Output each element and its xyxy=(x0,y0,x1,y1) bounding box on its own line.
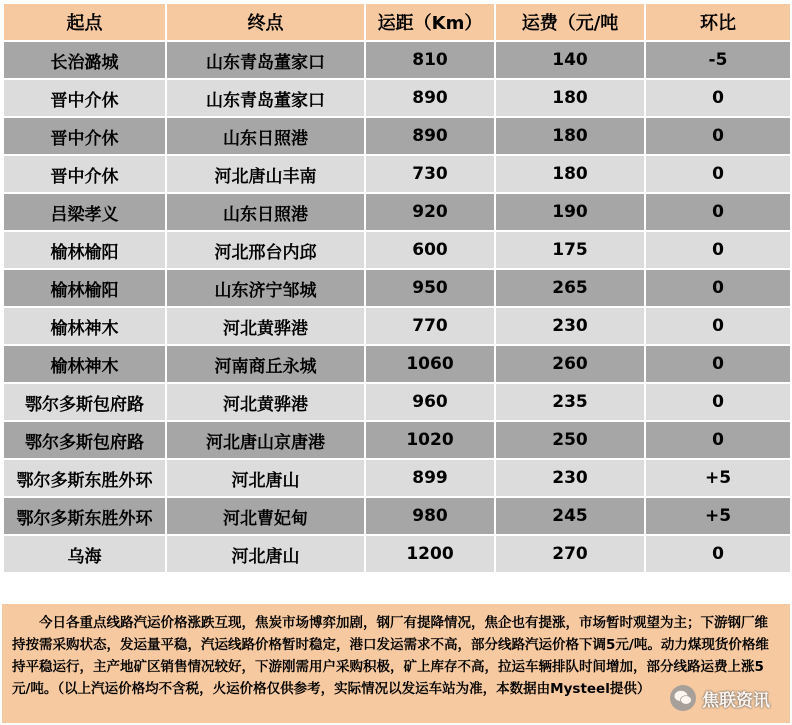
cell-origin: 吕梁孝义 xyxy=(3,193,166,231)
cell-origin: 鄂尔多斯东胜外环 xyxy=(3,497,166,535)
cell-change: 0 xyxy=(645,117,791,155)
cell-origin: 榆林神木 xyxy=(3,345,166,383)
cell-freight: 235 xyxy=(495,383,645,421)
cell-destination: 山东日照港 xyxy=(166,117,365,155)
cell-destination: 山东济宁邹城 xyxy=(166,269,365,307)
cell-freight: 140 xyxy=(495,41,645,79)
cell-origin: 长治潞城 xyxy=(3,41,166,79)
cell-distance: 1020 xyxy=(365,421,495,459)
cell-distance: 810 xyxy=(365,41,495,79)
table-row xyxy=(3,535,791,573)
cell-change: -5 xyxy=(645,41,791,79)
table-row xyxy=(3,421,791,459)
cell-distance: 920 xyxy=(365,193,495,231)
table-row xyxy=(3,117,791,155)
cell-destination: 山东青岛董家口 xyxy=(166,79,365,117)
cell-freight: 250 xyxy=(495,421,645,459)
cell-freight: 245 xyxy=(495,497,645,535)
cell-distance: 890 xyxy=(365,79,495,117)
cell-freight: 175 xyxy=(495,231,645,269)
cell-freight: 190 xyxy=(495,193,645,231)
header-destination: 终点 xyxy=(166,3,365,41)
cell-change: 0 xyxy=(645,421,791,459)
cell-destination: 河北黄骅港 xyxy=(166,307,365,345)
table-body xyxy=(3,41,791,573)
table-row xyxy=(3,269,791,307)
cell-freight: 230 xyxy=(495,459,645,497)
cell-change: 0 xyxy=(645,193,791,231)
cell-destination: 河北黄骅港 xyxy=(166,383,365,421)
market-note: 今日各重点线路汽运价格涨跌互现，焦炭市场博弈加剧，钢厂有提降情况，焦企也有提涨，市场暂时观望为主；下游钢厂维持按需采购状态，发运量平稳，汽运线路价格暂时稳定，港口发运需求不高，部分线路汽运价格下调5元/吨。动力煤现货价格维持平稳运行，主产地矿区销售情况较好，下游刚需用户采购积极，矿上库存不高，拉运车辆排队时间增加，部分线路运费上涨5元/吨。（以上汽运价格均不含税，火运价格仅供参考，实际情况以发运车站为准，本数据由Mysteel提供） xyxy=(2,604,790,723)
cell-destination: 山东日照港 xyxy=(166,193,365,231)
cell-origin: 榆林榆阳 xyxy=(3,231,166,269)
cell-origin: 乌海 xyxy=(3,535,166,573)
cell-change: +5 xyxy=(645,459,791,497)
header-freight: 运费（元/吨 xyxy=(495,3,645,41)
watermark xyxy=(670,685,770,711)
cell-destination: 河北唐山 xyxy=(166,535,365,573)
cell-freight: 265 xyxy=(495,269,645,307)
watermark-text: 焦联资讯 xyxy=(702,690,770,711)
table-row xyxy=(3,193,791,231)
cell-change: +5 xyxy=(645,497,791,535)
cell-destination: 河北邢台内邱 xyxy=(166,231,365,269)
cell-change: 0 xyxy=(645,535,791,573)
cell-change: 0 xyxy=(645,269,791,307)
freight-table xyxy=(2,2,792,574)
cell-destination: 河南商丘永城 xyxy=(166,345,365,383)
table-row xyxy=(3,79,791,117)
cell-change: 0 xyxy=(645,231,791,269)
cell-change: 0 xyxy=(645,155,791,193)
cell-destination: 河北唐山丰南 xyxy=(166,155,365,193)
cell-distance: 950 xyxy=(365,269,495,307)
cell-freight: 180 xyxy=(495,155,645,193)
cell-freight: 180 xyxy=(495,117,645,155)
cell-distance: 960 xyxy=(365,383,495,421)
header-origin: 起点 xyxy=(3,3,166,41)
table-row xyxy=(3,497,791,535)
header-change: 环比 xyxy=(645,3,791,41)
cell-distance: 770 xyxy=(365,307,495,345)
cell-distance: 899 xyxy=(365,459,495,497)
table-row xyxy=(3,307,791,345)
table-header-row xyxy=(3,3,791,41)
cell-change: 0 xyxy=(645,383,791,421)
cell-freight: 270 xyxy=(495,535,645,573)
cell-origin: 榆林神木 xyxy=(3,307,166,345)
cell-origin: 鄂尔多斯东胜外环 xyxy=(3,459,166,497)
cell-change: 0 xyxy=(645,307,791,345)
cell-distance: 1200 xyxy=(365,535,495,573)
table-row xyxy=(3,155,791,193)
cell-origin: 晋中介休 xyxy=(3,155,166,193)
table-row xyxy=(3,41,791,79)
cell-freight: 180 xyxy=(495,79,645,117)
cell-destination: 河北曹妃甸 xyxy=(166,497,365,535)
cell-origin: 鄂尔多斯包府路 xyxy=(3,421,166,459)
cell-change: 0 xyxy=(645,345,791,383)
cell-destination: 河北唐山 xyxy=(166,459,365,497)
table-row xyxy=(3,383,791,421)
cell-distance: 890 xyxy=(365,117,495,155)
cell-origin: 榆林榆阳 xyxy=(3,269,166,307)
cell-distance: 980 xyxy=(365,497,495,535)
cell-freight: 260 xyxy=(495,345,645,383)
cell-distance: 1060 xyxy=(365,345,495,383)
table-row xyxy=(3,345,791,383)
cell-distance: 730 xyxy=(365,155,495,193)
cell-destination: 山东青岛董家口 xyxy=(166,41,365,79)
cell-freight: 230 xyxy=(495,307,645,345)
wechat-logo-icon xyxy=(670,685,696,711)
cell-destination: 河北唐山京唐港 xyxy=(166,421,365,459)
cell-distance: 600 xyxy=(365,231,495,269)
header-distance: 运距（Km） xyxy=(365,3,495,41)
cell-origin: 晋中介休 xyxy=(3,79,166,117)
cell-origin: 晋中介休 xyxy=(3,117,166,155)
table-row xyxy=(3,231,791,269)
cell-origin: 鄂尔多斯包府路 xyxy=(3,383,166,421)
table-row xyxy=(3,459,791,497)
cell-change: 0 xyxy=(645,79,791,117)
